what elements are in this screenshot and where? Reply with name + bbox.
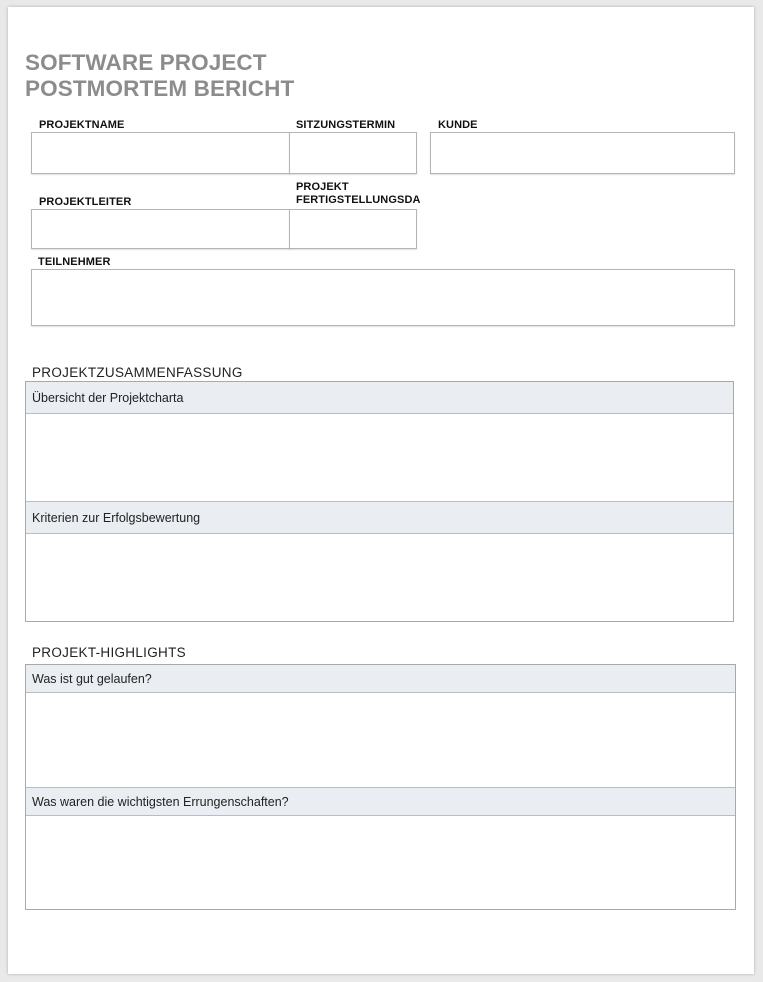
- summary-heading: PROJEKTZUSAMMENFASSUNG: [32, 365, 243, 380]
- customer-field[interactable]: [430, 132, 735, 174]
- project-name-label: PROJEKTNAME: [39, 119, 125, 131]
- completion-date-label: [296, 181, 421, 207]
- success-criteria-header: Kriterien zur Erfolgsbewertung: [26, 502, 733, 534]
- success-criteria-field[interactable]: [26, 534, 733, 621]
- went-well-header: Was ist gut gelaufen?: [26, 665, 735, 693]
- meeting-date-field[interactable]: [289, 132, 417, 174]
- title-line-1: SOFTWARE PROJECT: [25, 50, 267, 75]
- document-title: [25, 50, 294, 102]
- project-lead-label: PROJEKTLEITER: [39, 196, 132, 208]
- summary-table: [25, 381, 734, 622]
- charter-overview-header: Übersicht der Projektcharta: [26, 382, 733, 414]
- went-well-field[interactable]: [26, 693, 735, 788]
- meeting-date-label: SITZUNGSTERMIN: [296, 119, 396, 131]
- completion-date-label-line-2: FERTIGSTELLUNGSDA: [296, 194, 421, 206]
- highlights-table: [25, 664, 736, 910]
- customer-label: KUNDE: [438, 119, 478, 131]
- document-page: [8, 7, 754, 974]
- highlights-heading: PROJEKT-HIGHLIGHTS: [32, 645, 186, 660]
- project-name-field[interactable]: [31, 132, 290, 174]
- participants-field[interactable]: [31, 269, 735, 326]
- project-lead-field[interactable]: [31, 209, 290, 249]
- participants-label: TEILNEHMER: [38, 256, 111, 268]
- completion-date-label-line-1: PROJEKT: [296, 181, 349, 193]
- charter-overview-field[interactable]: [26, 414, 733, 502]
- achievements-header: Was waren die wichtigsten Errungenschaften?: [26, 788, 735, 816]
- completion-date-field[interactable]: [289, 209, 417, 249]
- title-line-2: POSTMORTEM BERICHT: [25, 76, 295, 101]
- achievements-field[interactable]: [26, 816, 735, 909]
